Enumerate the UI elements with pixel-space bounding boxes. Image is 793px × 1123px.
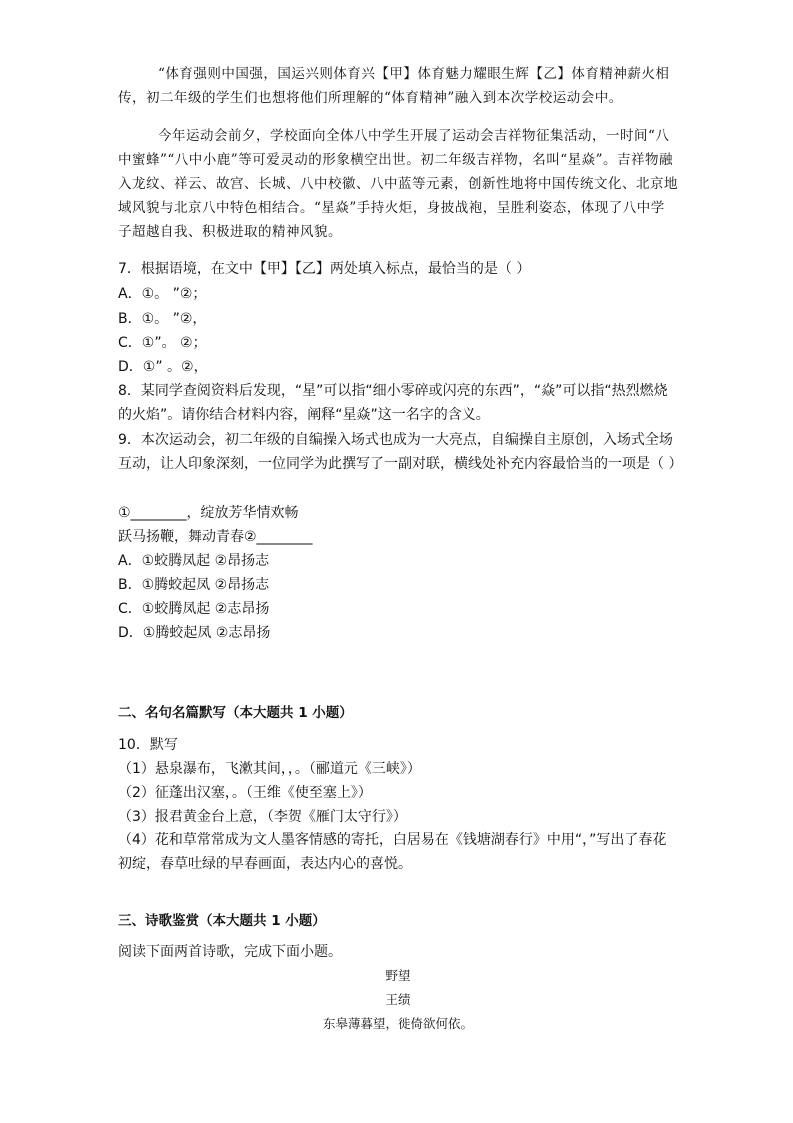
q9-option-b: B．①腾蛟起凤 ②昂扬志 bbox=[118, 577, 270, 593]
passage-paragraph-1: “体育强则中国强，国运兴则体育兴【甲】体育魅力耀眼生辉【乙】体育精神薪火相传，初二年级的学生们也想将他们所理解的“体育精神”融入到本次学校运动会中。 bbox=[118, 66, 670, 106]
q9-option-c: C．①蛟腾凤起 ②志昂扬 bbox=[118, 601, 270, 617]
q7-option-c: C．①”。 ②； bbox=[118, 335, 207, 351]
q7-option-b: B．①。 ”②， bbox=[118, 311, 207, 327]
poem-title: 野望 bbox=[385, 968, 411, 983]
passage-paragraph-2: 今年运动会前夕，学校面向全体八中学生开展了运动会吉祥物征集活动，一时间“八中蜜蜂”“八中小鹿”等可爱灵动的形象横空出世。初二年级吉祥物，名叫“星焱”。吉祥物融入龙纹、祥云、故宫、长城、八中校徽、八中蓝等元素，创新性地将中国传统文化、北京地域风貌与北京八中特色相结合。“星焱”手持火炬，身披战袍，呈胜利姿态，体现了八中学子超越自我、积极进取的精神风貌。 bbox=[118, 128, 678, 240]
q7-option-a: A．①。 ”②； bbox=[118, 286, 207, 302]
q10-item-3: （3）报君黄金台上意，（李贺《雁门太守行》） bbox=[118, 809, 407, 825]
q9-couplet-first: ①________，绽放芳华情欢畅 bbox=[118, 505, 299, 521]
q8-stem: 8．某同学查阅资料后发现，“星”可以指“细小零碎或闪亮的东西”，“焱”可以指“热烈燃烧的火焰”。请你结合材料内容，阐释“星焱”这一名字的含义。 bbox=[118, 383, 668, 423]
q9-option-a: A．①蛟腾凤起 ②昂扬志 bbox=[118, 553, 270, 569]
q10-title: 10．默写 bbox=[118, 737, 178, 753]
section3-heading: 三、诗歌鉴赏（本大题共 1 小题） bbox=[118, 913, 326, 929]
q9-stem: 9．本次运动会，初二年级的自编操入场式也成为一大亮点，自编操自主原创，入场式全场互动，让人印象深刻，一位同学为此撰写了一副对联，横线处补充内容最恰当的一项是（ ） bbox=[118, 432, 683, 472]
passage bbox=[118, 62, 678, 244]
q10-item-1: （1）悬泉瀑布，飞漱其间，，。（郦道元《三峡》） bbox=[118, 761, 421, 777]
poem-line-1: 东皋薄暮望，徙倚欲何依。 bbox=[322, 1016, 473, 1031]
section3-intro: 阅读下面两首诗歌，完成下面小题。 bbox=[118, 944, 342, 960]
section2-heading: 二、名句名篇默写（本大题共 1 小题） bbox=[118, 705, 353, 721]
q7-stem: 7．根据语境，在文中【甲】【乙】两处填入标点，最恰当的是（ ） bbox=[118, 261, 531, 277]
q10-item-2: （2）征蓬出汉塞，。（王维《使至塞上》） bbox=[118, 785, 372, 801]
q9-option-d: D．①腾蛟起凤 ②志昂扬 bbox=[118, 625, 271, 641]
poem-author: 王绩 bbox=[385, 992, 411, 1007]
q10-item-4: （4）花和草常常成为文人墨客情感的寄托，白居易在《钱塘湖春行》中用“，”写出了春花初绽，春草吐绿的早春画面，表达内心的喜悦。 bbox=[118, 832, 667, 872]
q7-option-d: D．①” 。②， bbox=[118, 359, 208, 375]
q9-couplet-second: 跃马扬鞭，舞动青春②________ bbox=[118, 529, 313, 545]
